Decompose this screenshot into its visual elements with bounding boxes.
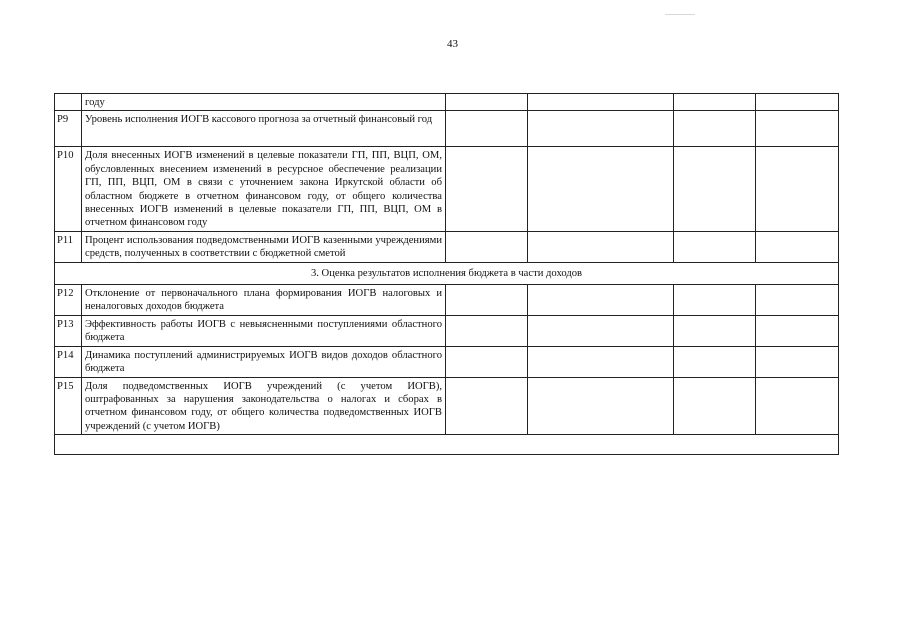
indicator-name: Доля подведомственных ИОГВ учреждений (с учетом ИОГВ), оштрафованных за нарушения законодательства о налогах и сборах в отчетном финансовом году, от общего количества подведомственных ИОГВ учреждений (с учетом ИОГВ) bbox=[82, 377, 446, 435]
value-cell bbox=[674, 377, 756, 435]
value-cell bbox=[528, 231, 674, 262]
value-cell bbox=[446, 315, 528, 346]
empty-cell bbox=[55, 435, 839, 455]
table-row bbox=[55, 94, 839, 111]
value-cell bbox=[674, 285, 756, 316]
value-cell bbox=[528, 94, 674, 111]
value-cell bbox=[756, 94, 839, 111]
value-cell bbox=[446, 147, 528, 231]
table-row bbox=[55, 346, 839, 377]
value-cell bbox=[674, 231, 756, 262]
indicator-name: Уровень исполнения ИОГВ кассового прогноза за отчетный финансовый год bbox=[82, 111, 446, 147]
indicator-code: Р14 bbox=[55, 346, 82, 377]
indicator-name: Доля внесенных ИОГВ изменений в целевые показатели ГП, ПП, ВЦП, ОМ, обусловленных внесением изменений в ресурсное обеспечение реализации ГП, ПП, ВЦП, ОМ в связи с уточнением закона Иркутской области об областном бюджете в отчетном финансовом году, от общего количества внесенных ИОГВ изменений в целевые показатели ГП, ПП, ВЦП, ОМ в отчетном финансовом году bbox=[82, 147, 446, 231]
value-cell bbox=[446, 94, 528, 111]
value-cell bbox=[756, 111, 839, 147]
section-row bbox=[55, 262, 839, 284]
value-cell bbox=[446, 111, 528, 147]
indicators-table bbox=[54, 93, 839, 455]
value-cell bbox=[446, 377, 528, 435]
scan-mark bbox=[665, 14, 695, 15]
value-cell bbox=[756, 315, 839, 346]
value-cell bbox=[528, 147, 674, 231]
indicator-code: Р10 bbox=[55, 147, 82, 231]
table-row bbox=[55, 147, 839, 231]
value-cell bbox=[528, 346, 674, 377]
indicator-code: Р15 bbox=[55, 377, 82, 435]
value-cell bbox=[674, 147, 756, 231]
value-cell bbox=[756, 285, 839, 316]
indicator-name: Динамика поступлений администрируемых ИОГВ видов доходов областного бюджета bbox=[82, 346, 446, 377]
value-cell bbox=[674, 346, 756, 377]
value-cell bbox=[674, 111, 756, 147]
value-cell bbox=[446, 346, 528, 377]
value-cell bbox=[674, 94, 756, 111]
table-row bbox=[55, 315, 839, 346]
indicator-name: Отклонение от первоначального плана формирования ИОГВ налоговых и неналоговых доходов бюджета bbox=[82, 285, 446, 316]
value-cell bbox=[528, 285, 674, 316]
table-row bbox=[55, 377, 839, 435]
page-number: 43 bbox=[447, 38, 458, 50]
indicator-code: Р13 bbox=[55, 315, 82, 346]
indicator-code: Р12 bbox=[55, 285, 82, 316]
value-cell bbox=[756, 377, 839, 435]
value-cell bbox=[528, 111, 674, 147]
indicator-name: году bbox=[82, 94, 446, 111]
value-cell bbox=[674, 315, 756, 346]
section-heading: 3. Оценка результатов исполнения бюджета в части доходов bbox=[55, 262, 839, 284]
indicator-name: Процент использования подведомственными ИОГВ казенными учреждениями средств, полученных в соответствии с бюджетной сметой bbox=[82, 231, 446, 262]
table-row bbox=[55, 231, 839, 262]
indicator-code: Р9 bbox=[55, 111, 82, 147]
table-row bbox=[55, 285, 839, 316]
table-row bbox=[55, 111, 839, 147]
indicator-name: Эффективность работы ИОГВ с невыясненными поступлениями областного бюджета bbox=[82, 315, 446, 346]
value-cell bbox=[528, 377, 674, 435]
indicator-code bbox=[55, 94, 82, 111]
value-cell bbox=[756, 147, 839, 231]
value-cell bbox=[756, 231, 839, 262]
value-cell bbox=[756, 346, 839, 377]
value-cell bbox=[446, 285, 528, 316]
empty-row bbox=[55, 435, 839, 455]
value-cell bbox=[528, 315, 674, 346]
indicator-code: Р11 bbox=[55, 231, 82, 262]
value-cell bbox=[446, 231, 528, 262]
